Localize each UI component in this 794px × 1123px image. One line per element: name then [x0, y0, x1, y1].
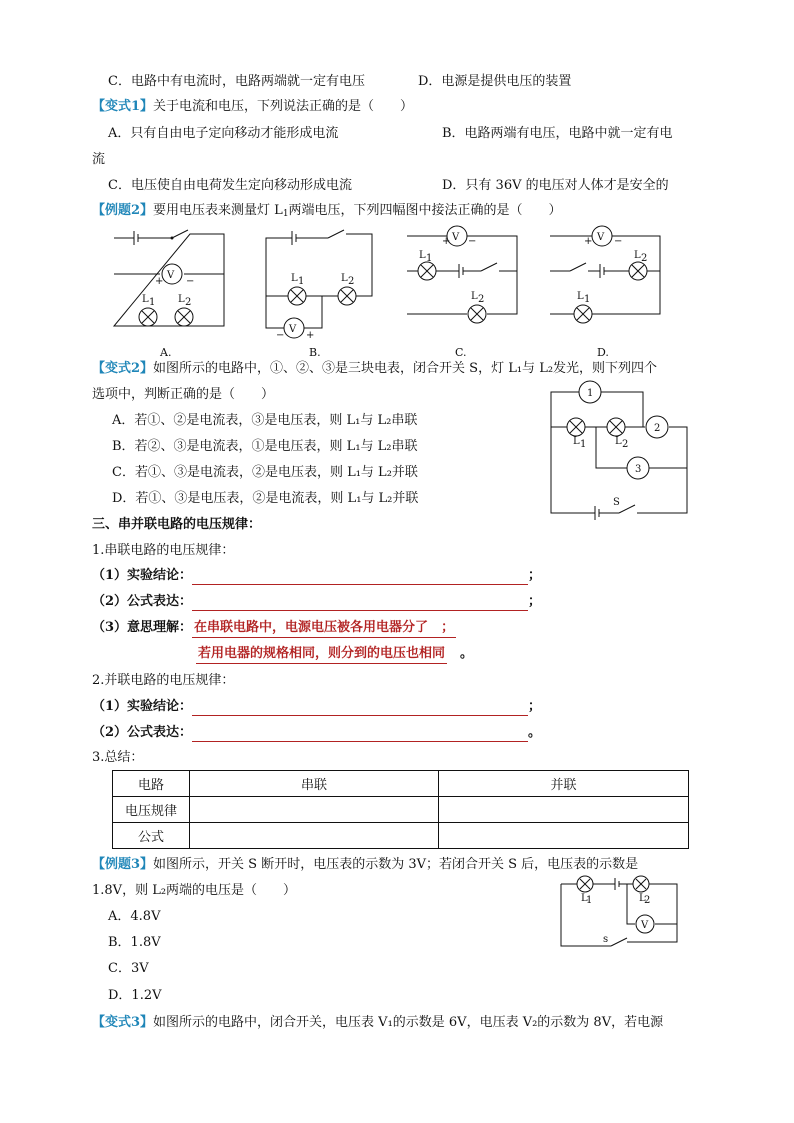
series-title: 1.串联电路的电压规律： [92, 543, 235, 558]
variant-2-option-c: C．若①、③是电流表，②是电压表，则 L₁与 L₂并联 [112, 465, 418, 480]
example-3-stem-cont: 1.8V，则 L₂两端的电压是（ ） [92, 883, 297, 898]
variant-3-tag: 【变式3】 [92, 1015, 154, 1030]
svg-text:2: 2 [622, 439, 629, 450]
variant-2-tag: 【变式2】 [92, 361, 154, 376]
svg-text:L: L [341, 273, 348, 284]
svg-text:2: 2 [641, 253, 648, 264]
variant-1-option-d: D．只有 36V 的电压对人体才是安全的 [442, 178, 669, 193]
summary-table [112, 770, 689, 849]
parallel-conclusion-blank[interactable] [192, 701, 528, 716]
parallel-title: 2.并联电路的电压规律： [92, 673, 235, 688]
circuit-d-diagram [548, 224, 662, 332]
svg-text:1: 1 [584, 294, 591, 305]
variant-2-stem-cont: 选项中，判断正确的是（ ） [92, 387, 275, 402]
svg-text:−: − [468, 236, 477, 247]
variant-3-stem: 【变式3】如图所示的电路中，闭合开关，电压表 V₁的示数是 6V，电压表 V₂的示数为 8V，若电源 [92, 1015, 664, 1030]
table-cell-parallel-rule[interactable] [439, 797, 689, 823]
svg-text:V: V [289, 324, 297, 335]
variant-1-stem [92, 98, 413, 116]
svg-text:1: 1 [426, 253, 433, 264]
example-2-stem: 【例题2】要用电压表来测量灯 $L_1$两端电压，下列四幅图中接法正确的是（ ） [92, 203, 562, 219]
svg-text:1: 1 [298, 276, 305, 287]
circuit-c-diagram [405, 224, 519, 332]
svg-text:+: + [155, 276, 164, 287]
svg-text:L: L [291, 273, 298, 284]
series-conclusion-row: （1）实验结论： ； [92, 568, 542, 583]
circuit-a-voltmeter-label: V [167, 270, 175, 281]
series-answer-2: 若用电器的规格相同，则分到的电压也相同 [196, 645, 447, 664]
variant-2-stem: 【变式2】如图所示的电路中，①、②、③是三块电表，闭合开关 S，灯 L₁与 L₂发光，则下列四个 [92, 361, 658, 376]
series-conclusion-blank[interactable] [192, 570, 528, 585]
variant-1-option-c: C．电压使自由电荷发生定向移动形成电流 [108, 178, 352, 193]
svg-text:2: 2 [478, 294, 485, 305]
example-3-tag: 【例题3】 [92, 857, 154, 872]
table-header-parallel: 并联 [439, 771, 689, 797]
svg-text:2: 2 [644, 895, 651, 906]
table-header-series: 串联 [190, 771, 439, 797]
table-row-label-voltage-rule: 电压规律 [113, 797, 190, 823]
table-row-label-formula: 公式 [113, 823, 190, 849]
variant-1-question: 关于电流和电压，下列说法正确的是（ ） [153, 99, 414, 114]
parallel-conclusion-row: （1）实验结论： ； [92, 699, 542, 714]
svg-text:L: L [634, 250, 641, 261]
variant-2-circuit [549, 380, 691, 522]
table-header-circuit: 电路 [113, 771, 190, 797]
svg-text:2: 2 [348, 276, 355, 287]
series-formula-blank[interactable] [192, 596, 528, 611]
q0-option-d: D．电源是提供电压的装置 [418, 74, 572, 89]
svg-text:L: L [471, 291, 478, 302]
parallel-formula-blank[interactable] [192, 727, 528, 742]
svg-text:−: − [614, 236, 623, 247]
example-3-circuit [559, 874, 681, 952]
circuit-d-label: D. [597, 346, 609, 359]
table-header-row [113, 771, 689, 797]
svg-text:L: L [577, 291, 584, 302]
example-3-option-c: C．3V [108, 961, 149, 976]
table-cell-parallel-formula[interactable] [439, 823, 689, 849]
circuit-b-label: B. [309, 346, 321, 359]
table-cell-series-formula[interactable] [190, 823, 439, 849]
svg-text:V: V [597, 232, 605, 243]
svg-text:L: L [581, 893, 588, 904]
variant-1-option-a: A．只有自由电子定向移动才能形成电流 [108, 126, 339, 141]
variant-1-option-b-cont: 流 [92, 152, 106, 167]
variant-2-option-b: B．若②、③是电流表，①是电压表，则 L₁与 L₂串联 [112, 439, 418, 454]
section-3-title: 三、串并联电路的电压规律： [92, 517, 262, 532]
table-row [113, 823, 689, 849]
variant-2-option-a: A．若①、②是电流表，③是电压表，则 L₁与 L₂串联 [112, 413, 418, 428]
meter-2-label: 2 [654, 423, 661, 434]
svg-text:+: + [306, 330, 315, 341]
circuit-c-label: C. [455, 346, 467, 359]
series-answer-1: 在串联电路中，电源电压被各用电器分了 ； [192, 619, 456, 638]
svg-text:s: s [603, 934, 609, 945]
circuit-a-diagram [112, 226, 228, 336]
example-3-option-d: D．1.2V [108, 988, 162, 1003]
series-understanding-row-2: 若用电器的规格相同，则分到的电压也相同 。 [196, 645, 473, 664]
svg-text:S: S [613, 497, 620, 508]
meter-1-label: 1 [587, 388, 594, 399]
svg-text:V: V [641, 920, 649, 931]
example-3-option-a: A．4.8V [108, 909, 161, 924]
example-3-stem: 【例题3】如图所示，开关 S 断开时，电压表的示数为 3V；若闭合开关 S 后，电压表的示数是 [92, 857, 639, 872]
variant-2-option-d: D．若①、③是电压表，②是电流表，则 L₁与 L₂并联 [112, 491, 419, 506]
q0-option-c: C．电路中有电流时，电路两端就一定有电压 [108, 74, 365, 89]
parallel-formula-row: （2）公式表达： 。 [92, 725, 542, 740]
svg-text:L: L [142, 294, 149, 305]
table-cell-series-rule[interactable] [190, 797, 439, 823]
summary-title: 3.总结： [92, 750, 144, 765]
svg-text:1: 1 [580, 439, 587, 450]
svg-text:L: L [178, 294, 185, 305]
svg-text:L: L [419, 250, 426, 261]
svg-text:+: + [442, 236, 451, 247]
svg-text:1: 1 [149, 297, 156, 308]
example-2-tag: 【例题2】 [92, 203, 154, 218]
circuit-a-label: A. [160, 346, 172, 359]
svg-text:2: 2 [185, 297, 192, 308]
svg-text:−: − [186, 276, 195, 287]
table-row [113, 797, 689, 823]
svg-text:+: + [584, 236, 593, 247]
svg-text:1: 1 [586, 895, 593, 906]
series-formula-row: （2）公式表达： ； [92, 594, 542, 609]
variant-1-option-b: B．电路两端有电压，电路中就一定有电 [442, 126, 673, 141]
svg-text:−: − [276, 330, 285, 341]
variant-1-tag: 【变式1】 [92, 99, 154, 114]
meter-3-label: 3 [635, 464, 642, 475]
svg-text:L: L [615, 436, 622, 447]
example-3-option-b: B．1.8V [108, 935, 161, 950]
svg-text:L: L [573, 436, 580, 447]
circuit-b-diagram [264, 226, 376, 341]
series-understanding-row: （3）意思理解： 在串联电路中，电源电压被各用电器分了 ； [92, 619, 456, 638]
svg-text:V: V [452, 232, 460, 243]
svg-text:L: L [639, 893, 646, 904]
